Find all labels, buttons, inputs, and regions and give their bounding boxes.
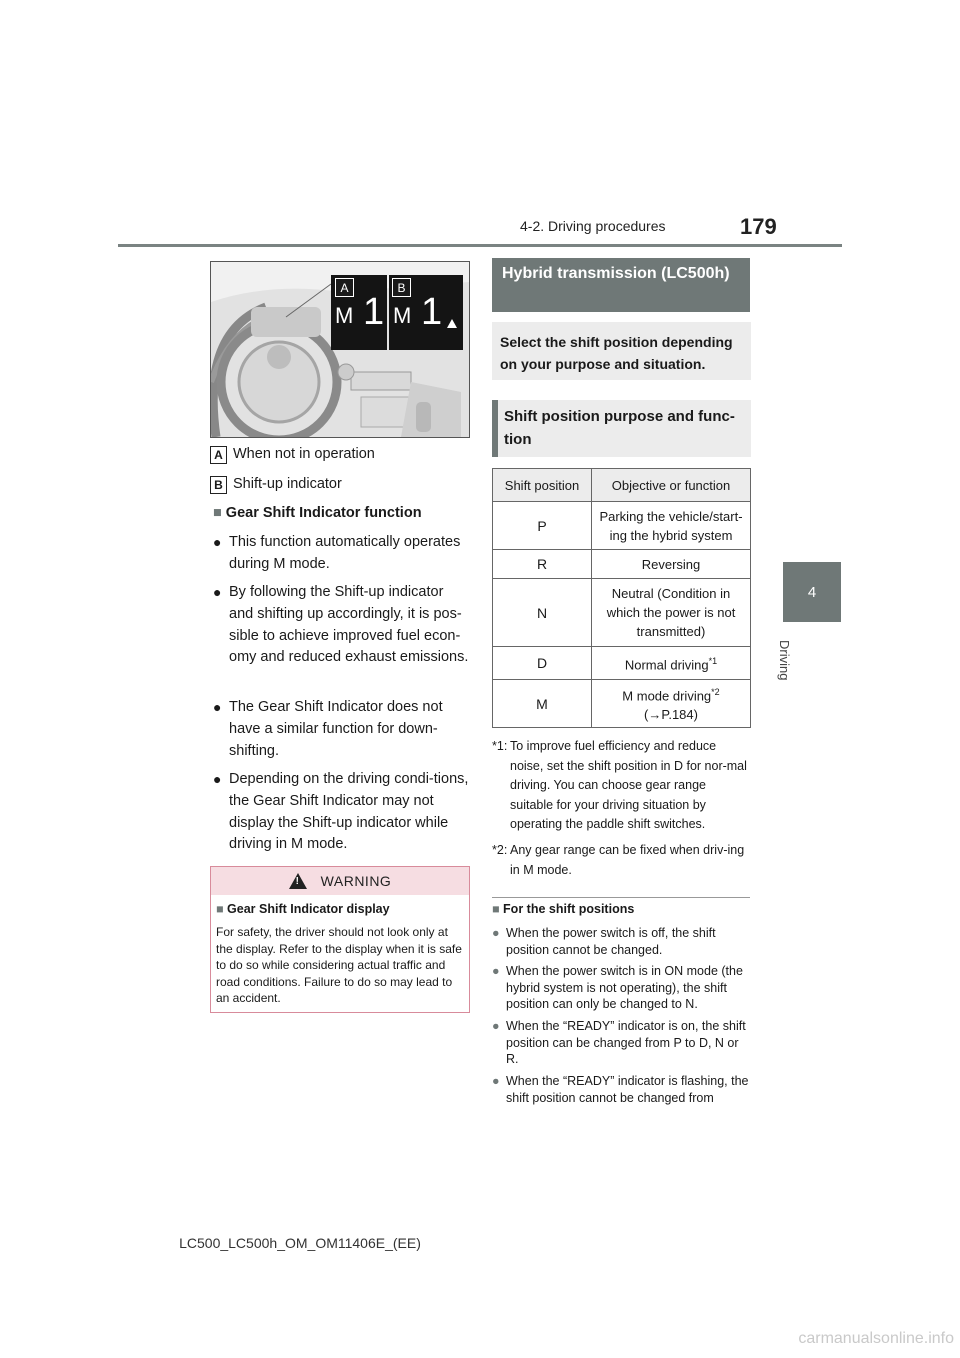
- table-header-row: [493, 469, 751, 502]
- square-bullet-icon: ■: [216, 902, 224, 916]
- chapter-tab-label: Driving: [777, 640, 792, 681]
- hybrid-heading: Hybrid transmission (LC500h): [492, 258, 750, 312]
- bullet-icon: ●: [492, 926, 500, 940]
- bullet-icon: ●: [213, 584, 222, 600]
- bullet-icon: ●: [213, 534, 222, 550]
- column-header: Shift position: [493, 469, 592, 502]
- bullet-icon: ●: [492, 964, 500, 978]
- shift-position-cell: P: [493, 502, 592, 550]
- list-item: ● By following the Shift-up indicator and shifting up accordingly, it is pos-sible to achieve improved fuel econ-omy and reduced exhaust emissions.: [213, 584, 469, 666]
- display-b-mode: M: [393, 303, 412, 328]
- hybrid-info: Select the shift position depending on your purpose and situation.: [492, 322, 751, 380]
- table-row: [493, 579, 751, 647]
- bullet-icon: ●: [492, 1019, 500, 1033]
- function-cell: Reversing: [592, 550, 751, 579]
- section-title: 4-2. Driving procedures: [520, 218, 666, 234]
- shift-up-arrow-icon: [447, 319, 457, 328]
- warning-box: [210, 866, 470, 1013]
- shift-positions-heading: ■ For the shift positions: [492, 902, 635, 916]
- function-cell: M mode driving$^{*2}$ (→P.184): [592, 680, 751, 728]
- dashboard-illustration: [210, 261, 470, 438]
- square-bullet-icon: ■: [213, 505, 222, 521]
- list-item: ● When the “READY” indicator is flashing, the shift position cannot be changed from: [492, 1074, 749, 1105]
- header-rule: [118, 244, 842, 247]
- page-reference-link[interactable]: (→P.184): [644, 707, 698, 723]
- shift-position-cell: D: [493, 647, 592, 680]
- footer-code: LC500_LC500h_OM_OM11406E_(EE): [179, 1235, 421, 1251]
- page-number: 179: [740, 214, 777, 239]
- list-item: ● The Gear Shift Indicator does not have a similar function for down-shifting.: [213, 699, 443, 759]
- table-row: [493, 502, 751, 550]
- table-row: [493, 550, 751, 579]
- footnote: *1: To improve fuel efficiency and reduce noise, set the shift position in D for nor-mal driving. You can choose gear range suitable for your driving situation by operating the paddle shift switches.: [492, 739, 747, 831]
- shift-position-cell: R: [493, 550, 592, 579]
- divider: [492, 897, 750, 898]
- function-cell: Neutral (Condition in which the power is not transmitted): [592, 579, 751, 647]
- shift-purpose-heading: Shift position purpose and func-tion: [492, 400, 751, 457]
- function-cell: Normal driving$^{*1}$: [592, 647, 751, 680]
- bullet-icon: ●: [213, 699, 222, 715]
- warning-body: For safety, the driver should not look only at the display. Refer to the display when it is safe to do so while considering actual traffic and road conditions. Failure to do so may lead to an accident.: [216, 925, 462, 1005]
- square-bullet-icon: ■: [492, 902, 500, 916]
- footnote: *2: Any gear range can be fixed when driv-ing in M mode.: [492, 843, 745, 877]
- list-item: ● When the “READY” indicator is on, the shift position can be changed from P to D, N or R.: [492, 1019, 746, 1066]
- callout-b: B: [392, 278, 411, 297]
- bullet-icon: ●: [492, 1074, 500, 1088]
- label-text-a: When not in operation: [233, 446, 375, 462]
- label-text-b: Shift-up indicator: [233, 476, 342, 492]
- display-a-mode: M: [335, 303, 354, 328]
- warning-header: ! WARNING: [211, 867, 469, 895]
- bullet-icon: ●: [213, 771, 222, 787]
- callout-a: A: [335, 278, 354, 297]
- watermark: carmanualsonline.info: [798, 1330, 954, 1347]
- table-row: [493, 680, 751, 728]
- shift-position-cell: N: [493, 579, 592, 647]
- display-b-gear: 1: [421, 291, 443, 333]
- list-item: ● When the power switch is off, the shift position cannot be changed.: [492, 926, 716, 957]
- shift-position-cell: M: [493, 680, 592, 728]
- table-row: [493, 647, 751, 680]
- label-badge-a: A: [210, 446, 227, 464]
- shift-position-table: [492, 468, 751, 728]
- function-cell: Parking the vehicle/start-ing the hybrid system: [592, 502, 751, 550]
- list-item: ● When the power switch is in ON mode (the hybrid system is not operating), the shift position can only be changed to N.: [492, 964, 743, 1011]
- warning-icon: [289, 873, 307, 889]
- list-item: ● Depending on the driving condi-tions, the Gear Shift Indicator may not display the Shift-up indicator while driving in M mode.: [213, 771, 469, 853]
- display-a-gear: 1: [363, 291, 385, 333]
- column-header: Objective or function: [592, 469, 751, 502]
- gear-shift-heading: ■ Gear Shift Indicator function: [213, 505, 422, 521]
- label-badge-b: B: [210, 476, 227, 494]
- warning-subheading: ■ Gear Shift Indicator display: [216, 902, 390, 916]
- chapter-tab-number[interactable]: 4: [783, 562, 841, 622]
- list-item: ● This function automatically operates during M mode.: [213, 534, 461, 572]
